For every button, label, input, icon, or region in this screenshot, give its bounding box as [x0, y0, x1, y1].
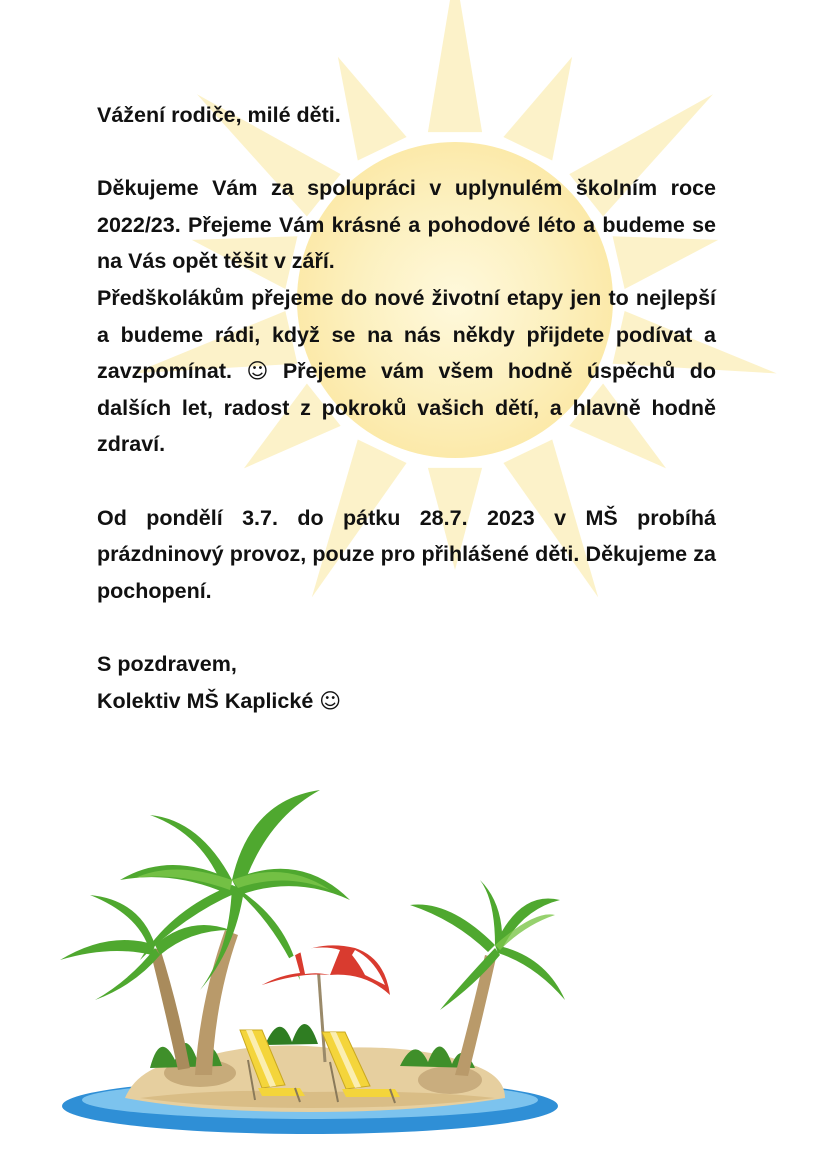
paragraph-wishes: [97, 280, 716, 463]
smiley-icon: ☺: [319, 688, 342, 713]
closing: S pozdravem,: [97, 651, 237, 676]
greeting: Vážení rodiče, milé děti.: [97, 103, 341, 127]
signature: Kolektiv MŠ Kaplické: [97, 688, 314, 713]
paragraph-wishes-start: Předškolákům přejeme do nové životní etapy jen to nejlepší a budeme rádi, když se na nás někdy přijdete podívat a zavzpomínat.: [97, 285, 716, 384]
signature-line: [97, 683, 716, 720]
smiley-icon: ☺: [246, 359, 269, 384]
paragraph-wishes-end: Přejeme vám všem hodně úspěchů do dalších let, radost z pokroků vašich dětí, a hlavně hodně zdraví.: [97, 359, 716, 457]
paragraph-holiday-operation: Od pondělí 3.7. do pátku 28.7. 2023 v MŠ probíhá prázdninový provoz, pouze pro přihlášené děti. Děkujeme za pochopení.: [97, 505, 716, 603]
letter: [97, 97, 716, 719]
paragraph-thanks: Děkujeme Vám za spolupráci v uplynulém školním roce 2022/23. Přejeme Vám krásné a pohodové léto a budeme se na Vás opět těšit v září.: [97, 176, 716, 274]
